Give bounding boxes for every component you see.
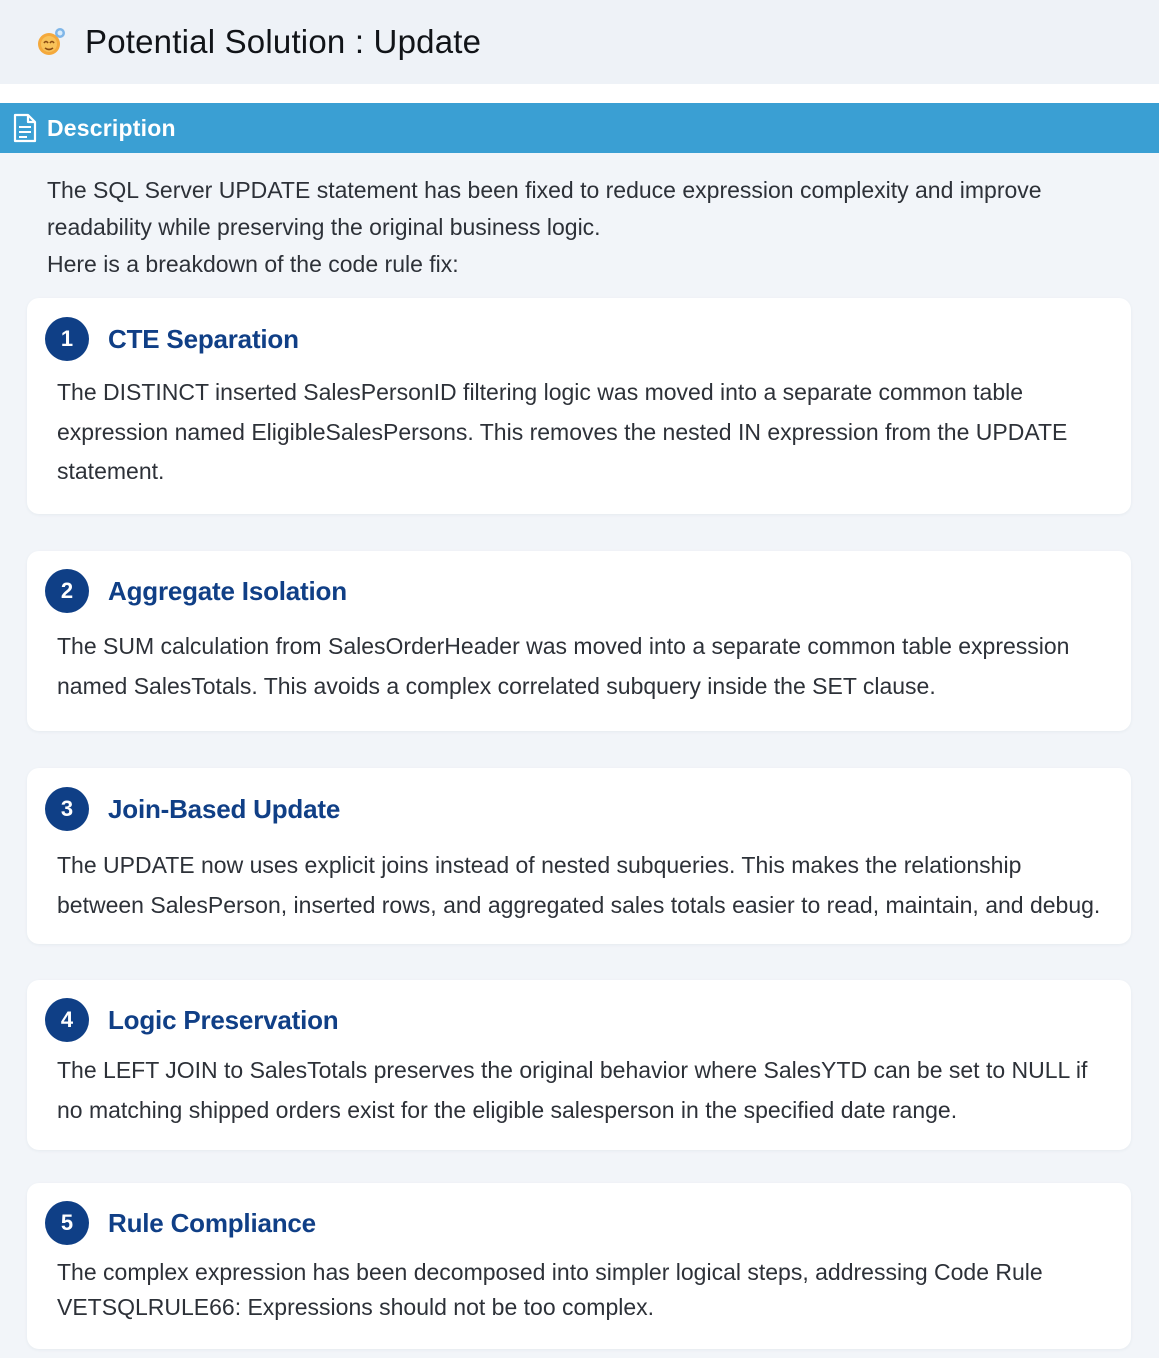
- item-number-badge: 1: [45, 317, 89, 361]
- fix-item-header: [45, 1201, 316, 1245]
- item-title: Logic Preservation: [108, 1004, 339, 1035]
- item-description: The SUM calculation from SalesOrderHeader was moved into a separate common table expression named SalesTotals. This avoids a complex correlated subquery inside the SET clause.: [57, 633, 1070, 699]
- fix-item-card: [27, 768, 1131, 944]
- fix-item-card: [27, 980, 1131, 1150]
- item-number-badge: 5: [45, 1201, 89, 1245]
- description-label: Description: [47, 114, 176, 141]
- fix-item-header: [45, 787, 340, 831]
- item-description: The DISTINCT inserted SalesPersonID filtering logic was moved into a separate common table expression named EligibleSalesPersons. This removes the nested IN expression from the UPDATE statement.: [57, 379, 1068, 484]
- fix-item-header: [45, 998, 338, 1042]
- page-header: [0, 0, 1159, 84]
- fix-item-card: [27, 1183, 1131, 1349]
- fix-item-card: [27, 551, 1131, 731]
- item-description: The LEFT JOIN to SalesTotals preserves the original behavior where SalesYTD can be set to NULL if no matching shipped orders exist for the eligible salesperson in the specified date range.: [57, 1057, 1088, 1123]
- intro-text: [47, 172, 1107, 283]
- document-icon: [12, 113, 38, 143]
- item-title: Aggregate Isolation: [108, 575, 347, 606]
- header-divider: [0, 84, 1159, 103]
- item-description: The complex expression has been decomposed into simpler logical steps, addressing Code Rule VETSQLRULE66: Expressions should not be too complex.: [57, 1259, 1043, 1320]
- fix-item-header: [45, 317, 299, 361]
- fix-item-header: [45, 569, 347, 613]
- intro-paragraph: The SQL Server UPDATE statement has been fixed to reduce expression complexity and improve readability while preserving the original business logic.: [47, 177, 1042, 240]
- item-number-badge: 2: [45, 569, 89, 613]
- item-title: CTE Separation: [108, 323, 299, 354]
- item-title: Join-Based Update: [108, 793, 341, 824]
- item-description: The UPDATE now uses explicit joins instead of nested subqueries. This makes the relationship between SalesPerson, inserted rows, and aggregated sales totals easier to read, maintain, and debug.: [57, 852, 1101, 918]
- intro-breakdown-line: Here is a breakdown of the code rule fix:: [47, 251, 459, 277]
- description-bar: [0, 103, 1159, 153]
- fix-item-card: [27, 298, 1131, 514]
- lightbulb-icon: [34, 25, 68, 59]
- item-number-badge: 4: [45, 998, 89, 1042]
- page-title: Potential Solution : Update: [85, 23, 482, 60]
- item-title: Rule Compliance: [108, 1207, 316, 1238]
- item-number-badge: 3: [45, 787, 89, 831]
